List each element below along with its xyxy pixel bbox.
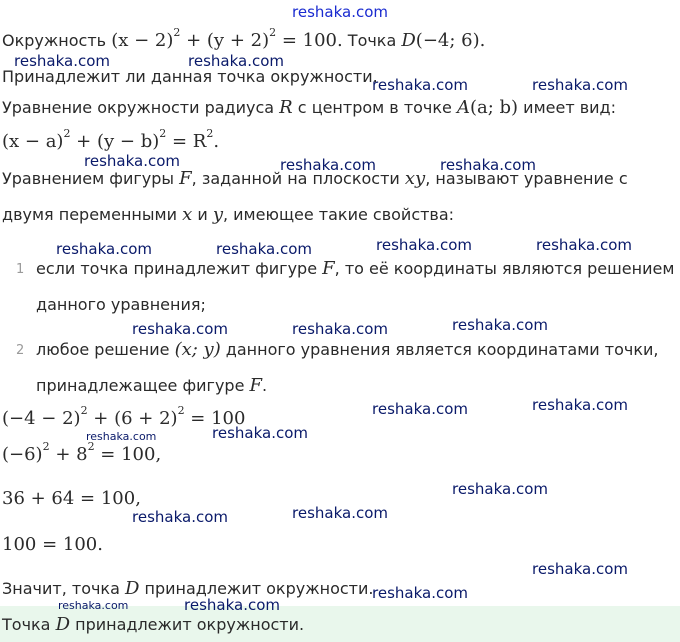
math-var: F — [249, 375, 263, 396]
math-text: (−4; 6). — [415, 30, 486, 51]
math-text: + (y + 2) — [180, 30, 270, 51]
exponent: 2 — [63, 127, 71, 140]
watermark: reshaka.com — [372, 76, 468, 94]
watermark: reshaka.com — [212, 424, 308, 442]
watermark: reshaka.com — [292, 3, 388, 21]
math-var: x — [182, 204, 193, 225]
text: принадлежащее фигуре — [36, 376, 250, 395]
math-var: A — [456, 97, 470, 118]
text: данного уравнения является координатами точки, — [220, 340, 659, 359]
watermark: reshaka.com — [216, 240, 312, 258]
watermark: reshaka.com — [452, 480, 548, 498]
math-text: = 100 — [184, 408, 246, 429]
math-var: y — [212, 204, 223, 225]
solution-step-2 — [2, 440, 162, 466]
text: и — [192, 205, 213, 224]
watermark: reshaka.com — [372, 584, 468, 602]
text: двумя переменными — [2, 205, 183, 224]
watermark: reshaka.com — [532, 396, 628, 414]
watermark: reshaka.com — [188, 52, 284, 70]
math-text: (x − a) — [2, 131, 64, 152]
math-text: . — [213, 131, 220, 152]
theory-line-3 — [2, 204, 454, 226]
text: Уравнение окружности радиуса — [2, 98, 280, 117]
watermark: reshaka.com — [84, 152, 180, 170]
solution-step-4: 100 = 100. — [2, 534, 103, 555]
math-text: (a; b) — [469, 97, 519, 118]
math-var: F — [322, 258, 335, 279]
watermark: reshaka.com — [452, 316, 548, 334]
text: . — [262, 376, 268, 395]
list-item-1-line-1 — [36, 258, 674, 280]
text: , имеющее такие свойства: — [222, 205, 455, 224]
watermark: reshaka.com — [440, 156, 536, 174]
math-text: + 8 — [49, 444, 88, 465]
answer-text — [2, 614, 304, 636]
watermark: reshaka.com — [532, 560, 628, 578]
text: если точка принадлежит фигуре — [36, 259, 323, 278]
math-text: = 100. — [276, 30, 343, 51]
text: , то её координаты являются решением — [334, 259, 675, 278]
theory-line-2 — [2, 168, 628, 190]
list-number: 1 — [16, 262, 25, 277]
text: принадлежит окружности. — [139, 579, 374, 598]
exponent: 2 — [80, 404, 88, 417]
watermark: reshaka.com — [372, 400, 468, 418]
watermark: reshaka.com — [184, 596, 280, 614]
text: , называют уравнение с — [425, 169, 628, 188]
watermark: reshaka.com — [292, 504, 388, 522]
math-var: F — [179, 168, 192, 189]
text: принадлежит окружности. — [70, 615, 305, 634]
math — [111, 26, 343, 51]
math-text: = R — [166, 131, 207, 152]
question-line: Принадлежит ли данная точка окружности. — [2, 67, 378, 86]
watermark: reshaka.com — [58, 599, 129, 612]
watermark: reshaka.com — [280, 156, 376, 174]
math-var: D — [124, 578, 140, 599]
exponent: 2 — [173, 26, 181, 39]
math-var: xy — [404, 168, 426, 189]
watermark: reshaka.com — [14, 52, 110, 70]
text: Точка — [2, 615, 56, 634]
text: , заданной на плоскости — [191, 169, 405, 188]
text: Уравнением фигуры — [2, 169, 180, 188]
watermark: reshaka.com — [532, 76, 628, 94]
watermark: reshaka.com — [536, 236, 632, 254]
math-text: (x; y) — [174, 339, 221, 360]
math-var: D — [55, 614, 71, 635]
list-number: 2 — [16, 343, 25, 358]
list-item-2-line-2 — [36, 375, 267, 397]
watermark: reshaka.com — [292, 320, 388, 338]
solution-step-3: 36 + 64 = 100, — [2, 488, 141, 509]
math-text: (−4 − 2) — [2, 408, 81, 429]
exponent: 2 — [206, 127, 214, 140]
exponent: 2 — [42, 440, 50, 453]
text: Точка — [342, 31, 402, 50]
text: имеет вид: — [518, 98, 617, 117]
list-item-1-line-2: данного уравнения; — [36, 295, 206, 314]
exponent: 2 — [269, 26, 277, 39]
exponent: 2 — [177, 404, 185, 417]
math-text: = 100, — [94, 444, 162, 465]
watermark: reshaka.com — [132, 508, 228, 526]
text: Окружность — [2, 31, 112, 50]
math-var: D — [401, 30, 416, 51]
exponent: 2 — [159, 127, 167, 140]
watermark: reshaka.com — [376, 236, 472, 254]
watermark: reshaka.com — [86, 430, 157, 443]
math-text: (x − 2) — [111, 30, 174, 51]
text: любое решение — [36, 340, 175, 359]
exponent: 2 — [87, 440, 95, 453]
math-text: + (6 + 2) — [87, 408, 178, 429]
theory-line-1 — [2, 97, 616, 119]
math-text: + (y − b) — [70, 131, 160, 152]
text: с центром в точке — [292, 98, 457, 117]
general-equation — [2, 127, 220, 153]
text: Значит, точка — [2, 579, 125, 598]
solution-step-1 — [2, 404, 246, 430]
math-text: (−6) — [2, 444, 43, 465]
math-var: R — [279, 97, 293, 118]
watermark: reshaka.com — [56, 240, 152, 258]
list-item-2-line-1 — [36, 339, 659, 361]
problem-line — [2, 26, 486, 52]
watermark: reshaka.com — [132, 320, 228, 338]
